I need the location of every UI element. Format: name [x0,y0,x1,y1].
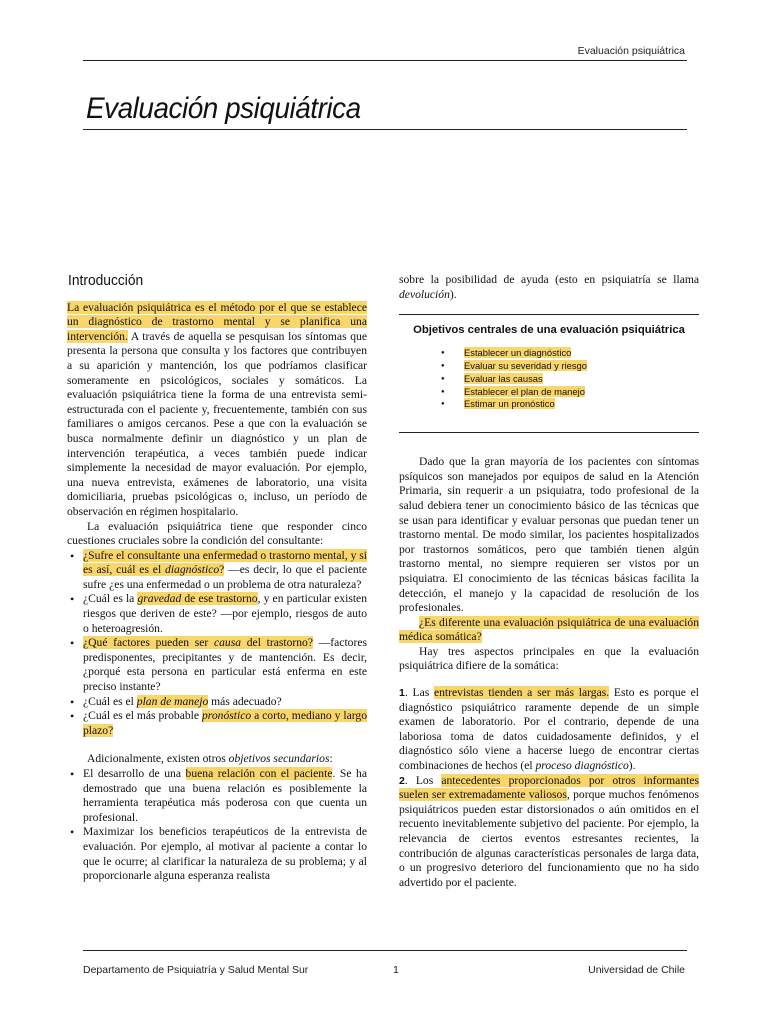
objective-item: ● Estimar un pronóstico [441,398,699,411]
objective-item: ● Evaluar las causas [441,373,699,386]
objective-item: ● Evaluar su severidad y riesgo [441,360,699,373]
header-rule [83,60,687,61]
questions-list [67,549,367,739]
highlight-definition: La evaluación psiquiátrica es el método por el que se establece un diagnóstico de trastorno mental y se planifica una intervención. [67,300,367,343]
highlight-q3: ¿Qué factores pueden ser causa del trastorno? [83,636,313,650]
aspects-intro: Hay tres aspectos principales en que la evaluación psiquiátrica difiere de la somática: [399,644,699,673]
objective-item: ● Establecer el plan de manejo [441,386,699,399]
secondary-benefits: • Maximizar los beneficios terapéuticos de la entrevista de evaluación. Por ejemplo, al motivar al paciente a contar lo que le ocurre; al clarificar la naturaleza de su problema; y al proporcionarle alguna esperanza realista [83,825,367,883]
page-title: Evaluación psiquiátrica [86,92,361,125]
highlight-aspect-1: entrevistas tienden a ser más largas. [433,686,610,700]
footer-rule [83,950,687,951]
question-severity: • ¿Cuál es la gravedad de ese trastorno, y en particular existen riesgos que deriven de este? —por ejemplo, riesgos de auto o heteroagresión. [83,592,367,636]
secondary-relationship: • El desarrollo de una buena relación con el paciente. Se ha demostrado que una buena relación es posiblemente la herramienta terapéutica más poderosa con que cuenta un profesional. [83,767,367,825]
questions-intro: La evaluación psiquiátrica tiene que responder cinco cuestiones cruciales sobre la condición del consultante: [67,519,367,548]
highlight-relationship: buena relación con el paciente [185,767,333,780]
highlight-question: ¿Es diferente una evaluación psiquiátrica de una evaluación médica somática? [399,615,699,644]
highlight-q4: plan de manejo [136,694,209,708]
title-rule [83,129,687,130]
footer-department: Departamento de Psiquiatría y Salud Mental Sur [83,964,309,976]
page-number: 1 [393,964,399,976]
left-column [67,274,367,884]
intro-text: A través de aquella se pesquisan los síntomas que presenta la persona que consulta y los factores que contribuyen a su aparición y mantención, los que podríamos clasificar someramente en psicológicos, sociales y somáticos. La evaluación psiquiátrica tiene la forma de una entrevista semi-estructurada con el paciente y, frecuentemente, también con sus familiares o amigos cercanos. Pese a que con la evaluación se busca normalmente definir un diagnóstico y un plan de intervención terapéutica, a veces también puede indicar simplemente la necesidad de mayor evaluación. Por ejemplo, una nueva entrevista, exámenes de laboratorio, una visita domiciliaria, pruebas psicológicas o, incluso, un período de observación en régimen hospitalario. [67,329,367,518]
running-header: Evaluación psiquiátrica [577,45,685,57]
highlight-q2: gravedad de ese trastorno [137,592,258,606]
aspect-1: 1. Las entrevistas tienden a ser más largas. Esto es porque el diagnóstico psiquiátrico raramente depende de un simple examen de laboratorio. Por el contrario, depende de una laboriosa toma de datos cuidadosamente definidos, y el diagnóstico sólo viene a hacerse luego de encontrar ciertas combinaciones de hechos (el proceso diagnóstico). [399,686,699,773]
objective-item: ● Establecer un diagnóstico [441,347,699,360]
right-column [399,273,699,890]
aspect-2: 2. Los antecedentes proporcionados por otros informantes suelen ser extremadamente valiosos, porque muchos fenómenos psiquiátricos pueden estar distorsionados o aún omitidos en el recuento inevitablemente subjetivo del paciente. Por ejemplo, la relevancia de ciertos eventos estresantes recientes, la contribución de algunas características personales de larga data, o un progresivo deterioro del funcionamiento que no ha sido advertido por el paciente. [399,773,700,889]
highlight-q1: ¿Sufre el consultante una enfermedad o trastorno mental, y si es así, cuál es el diagnóstico? [83,548,367,577]
intro-paragraph [67,301,367,520]
question-cause: • ¿Qué factores pueden ser causa del trastorno? —factores predisponentes, precipitantes y de mantención. Es decir, ¿porqué esta persona en particular está enferma en este preciso instante? [83,636,367,694]
secondary-objectives-intro: Adicionalmente, existen otros objetivos secundarios: [87,752,333,766]
highlight-aspect-2: antecedentes proporcionados por otros informantes suelen ser extremadamente valiosos [399,773,700,802]
highlight-q5: pronóstico a corto, mediano y largo plazo? [83,709,367,737]
objectives-list [399,347,699,411]
continued-paragraph: sobre la posibilidad de ayuda (esto en psiquiatría se llama devolución). [399,273,699,301]
question-diagnosis: • ¿Sufre el consultante una enfermedad o trastorno mental, y si es así, cuál es el diagnóstico? —es decir, lo que el paciente sufre ¿es una enfermedad o un problema de otra naturaleza? [83,549,367,593]
objectives-box [399,314,699,433]
secondary-objectives-list [67,767,367,884]
question-plan: • ¿Cuál es el plan de manejo más adecuado? [83,695,367,710]
footer-university: Universidad de Chile [588,964,685,976]
question-prognosis: • ¿Cuál es el más probable pronóstico a corto, mediano y largo plazo? [83,709,367,738]
primary-care-paragraph: Dado que la gran mayoría de los pacientes con síntomas psíquicos son manejados por equipos de salud en la Atención Primaria, sin requerir a un psiquiatra, todo profesional de la salud debiera tener un conocimiento básico de las técnicas que se usan para identificar y evaluar personas que puedan tener un trastorno mental. De modo similar, los pacientes hospitalizados por trastornos somáticos, pero que también tienen algún trastorno mental, no siempre requieren ser vistos por un psiquiatra. El conocimiento de las técnicas básicas facilita la detección, el manejo y la capacidad de resolución de los profesionales. [399,455,699,615]
difference-question [399,616,699,645]
section-heading: Introducción [68,272,144,289]
objectives-box-title: Objetivos centrales de una evaluación psiquiátrica [413,324,685,337]
